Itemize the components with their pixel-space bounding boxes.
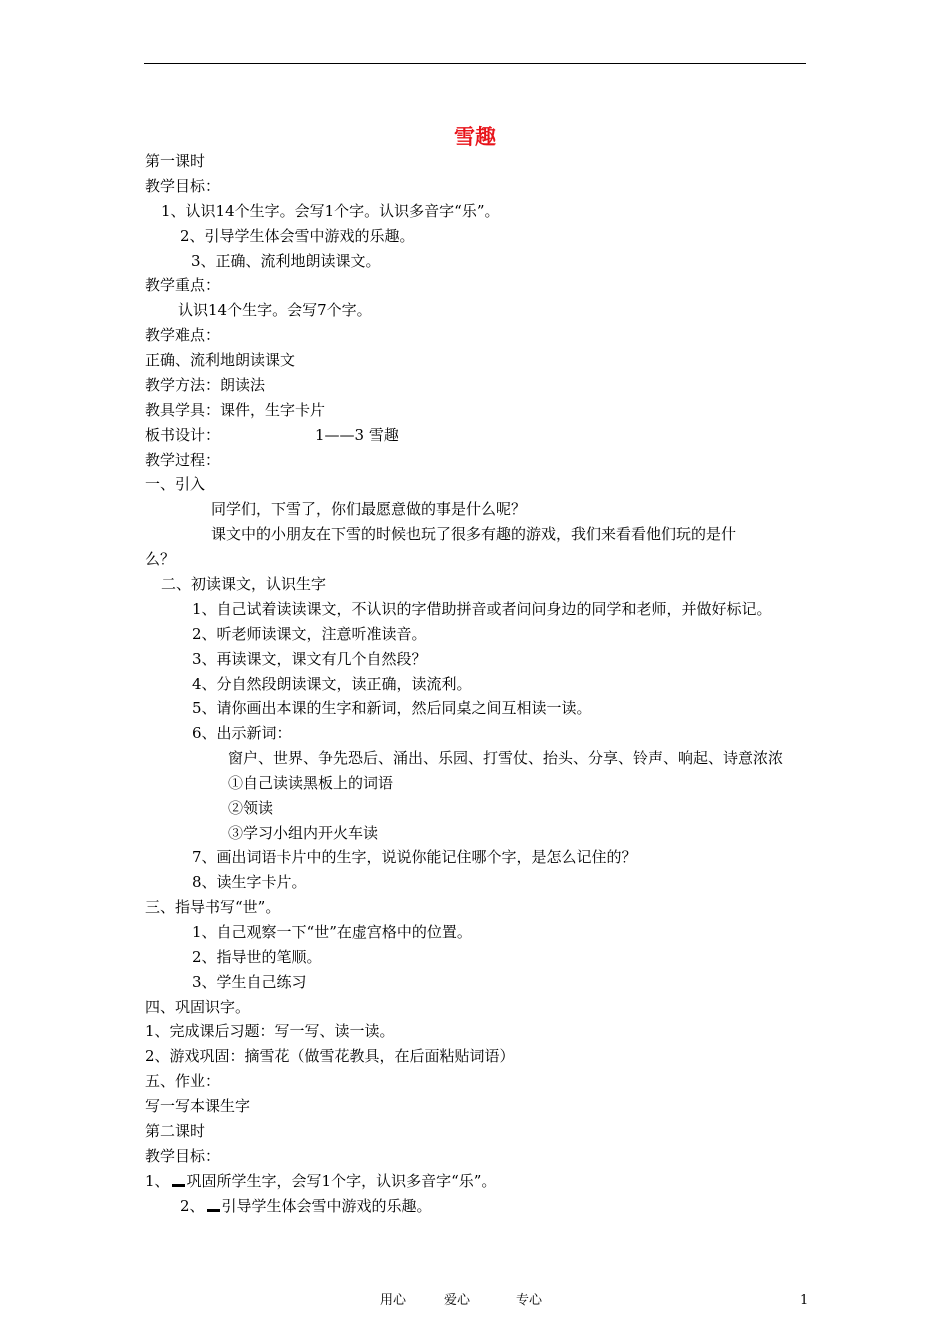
text-line: 第一课时: [145, 152, 206, 170]
list-marker-icon: [207, 1209, 220, 1212]
page-number: 1: [800, 1293, 809, 1308]
text-line: 8、读生字卡片。: [192, 873, 307, 891]
document-title: 雪趣: [454, 124, 496, 149]
text-line: 教学方法：朗读法: [145, 376, 266, 394]
text-line: 1——3 雪趣: [315, 426, 399, 444]
text-line: 1、完成课后习题：写一写、读一读。: [145, 1022, 395, 1040]
text-line: 3、正确、流利地朗读课文。: [191, 252, 381, 270]
text-line: 五、作业：: [145, 1072, 221, 1090]
text-line: [145, 1171, 496, 1191]
text-line: 二、初读课文，认识生字: [161, 575, 327, 593]
text-line: ②领读: [228, 799, 274, 817]
text-line: ③学习小组内开火车读: [228, 824, 379, 842]
text-line: 板书设计：: [145, 426, 221, 444]
text-line: 2、游戏巩固：摘雪花（做雪花教具，在后面粘贴词语）: [145, 1047, 515, 1065]
header-rule: [144, 63, 806, 64]
text-line: 第二课时: [145, 1122, 206, 1140]
text-line: 4、分自然段朗读课文，读正确，读流利。: [192, 675, 472, 693]
list-text: 巩固所学生字，会写1个字，认识多音字“乐”。: [186, 1172, 497, 1190]
text-line: 一、引入: [145, 475, 206, 493]
text-line: 3、学生自己练习: [192, 973, 307, 991]
text-line: 1、认识14个生字。会写1个字。认识多音字“乐”。: [161, 202, 500, 220]
text-line: 教学过程：: [145, 451, 221, 469]
text-line: 6、出示新词：: [192, 724, 292, 742]
list-marker-icon: [172, 1184, 185, 1187]
text-line: 同学们，下雪了，你们最愿意做的事是什么呢？: [211, 500, 527, 518]
text-line: 四、巩固识字。: [145, 998, 251, 1016]
text-line: 2、听老师读课文，注意听准读音。: [192, 625, 427, 643]
text-line: 1、自己试着读读课文，不认识的字借助拼音或者问问身边的同学和老师，并做好标记。: [192, 600, 772, 618]
text-line: 课文中的小朋友在下雪的时候也玩了很多有趣的游戏，我们来看看他们玩的是什: [211, 525, 737, 543]
text-line: 教具学具：课件，生字卡片: [145, 401, 326, 419]
text-line: 7、画出词语卡片中的生字，说说你能记住哪个字，是怎么记住的？: [192, 848, 637, 866]
text-line: 正确、流利地朗读课文: [145, 351, 296, 369]
text-line: 2、指导世的笔顺。: [192, 948, 322, 966]
list-number: 1、: [145, 1172, 170, 1190]
footer-slogan-2: 爱心: [444, 1293, 471, 1308]
text-line: 教学目标：: [145, 1147, 221, 1165]
text-line: 么？: [145, 550, 176, 568]
text-line: ①自己读读黑板上的词语: [228, 774, 394, 792]
text-line: 5、请你画出本课的生字和新词，然后同桌之间互相读一读。: [192, 699, 592, 717]
text-line: 写一写本课生字: [145, 1097, 251, 1115]
text-line: 教学难点：: [145, 326, 221, 344]
list-number: 2、: [180, 1197, 205, 1215]
text-line: 教学重点：: [145, 276, 221, 294]
text-line: 3、再读课文，课文有几个自然段？: [192, 650, 427, 668]
text-line: 认识14个生字。会写7个字。: [178, 301, 372, 319]
text-line: [180, 1196, 432, 1216]
text-line: 教学目标：: [145, 177, 221, 195]
list-text: 引导学生体会雪中游戏的乐趣。: [221, 1197, 432, 1215]
text-line: 三、指导书写“世”。: [145, 898, 281, 916]
text-line: 窗户、世界、争先恐后、涌出、乐园、打雪仗、抬头、分享、铃声、响起、诗意浓浓: [228, 749, 784, 767]
footer-slogan-1: 用心: [380, 1293, 407, 1308]
text-line: 1、自己观察一下“世”在虚宫格中的位置。: [192, 923, 472, 941]
text-line: 2、引导学生体会雪中游戏的乐趣。: [180, 227, 415, 245]
footer-slogan-3: 专心: [516, 1293, 543, 1308]
